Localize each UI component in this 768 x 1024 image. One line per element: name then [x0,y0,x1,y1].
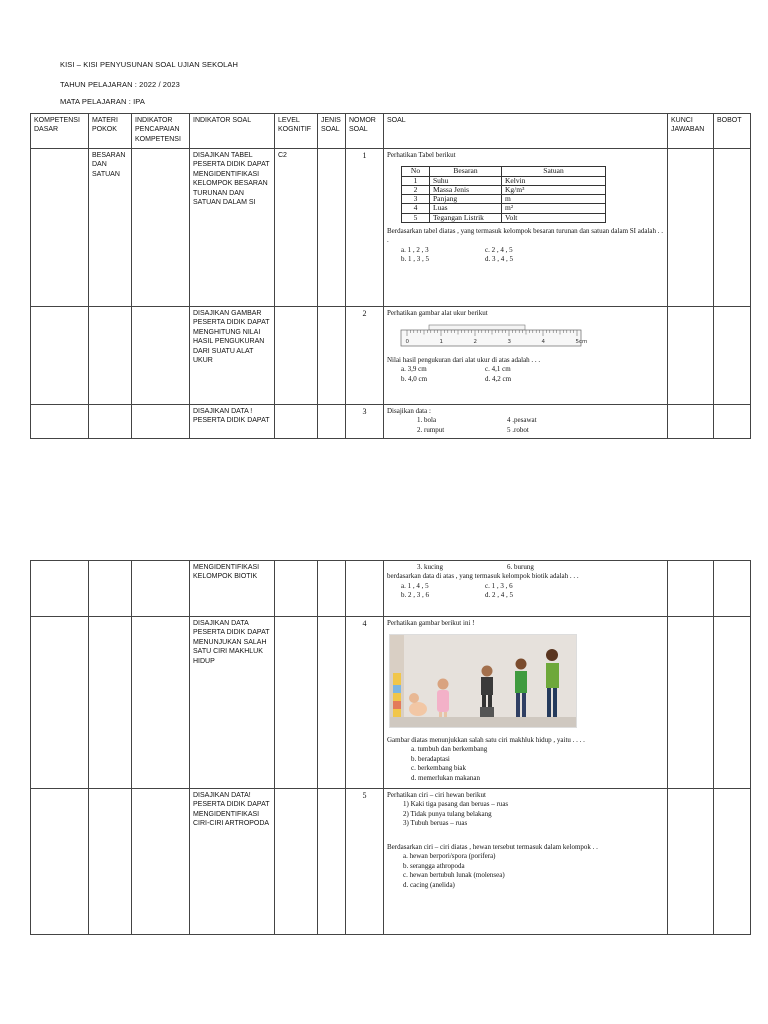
trait-item: 2) Tidak punya tulang belakang [403,809,492,818]
answer-options [401,246,664,265]
ruler-label: 0 [405,339,409,346]
table-row [31,405,751,439]
soal-cell [384,561,668,617]
option-c: c. hewan bertubuh lunak (molensea) [403,871,505,880]
data-list [417,563,664,572]
ruler-image [399,324,588,348]
soal-question: Nilai hasil pengukuran dari alat ukur di atas adalah . . . [387,355,541,364]
doc-year: TAHUN PELAJARAN : 2022 / 2023 [60,80,180,89]
level-kognitif: C2 [275,149,318,307]
besaran-unit: m² [502,204,606,213]
option-a: a. 3,9 cm [401,365,427,374]
indikator-soal: DISAJIKAN GAMBAR PESERTA DIDIK DAPAT MENGHITUNG NILAI HASIL PENGUKURAN DARI SUATU ALAT UKUR [190,307,275,405]
option-b: b. 1 , 3 , 5 [401,255,429,264]
besaran-unit: Volt [502,213,606,222]
data-item: 2. rumput [417,425,445,434]
doc-subject: MATA PELAJARAN : IPA [60,97,145,106]
ruler-label: 3 [507,339,511,346]
ruler-label: 2 [473,339,477,346]
answer-options [401,582,664,601]
growth-stages-image [389,634,577,728]
ruler-label: 4 [541,339,545,346]
option-d: d. memerlukan makanan [411,773,481,782]
soal-intro: Perhatikan gambar alat ukur berikut [387,309,488,317]
col-kompetensi-dasar: KOMPETENSI DASAR [31,114,89,149]
doc-title: KISI – KISI PENYUSUNAN SOAL UJIAN SEKOLAH [60,60,239,69]
data-item: 5 .robot [507,425,529,434]
option-c: c. berkembang biak [411,764,467,773]
option-b: b. serangga athropoda [403,861,465,870]
soal-intro: Perhatikan Tabel berikut [387,151,456,159]
answer-options [387,745,664,783]
data-item: 3. kucing [417,563,444,571]
option-b: b. 2 , 3 , 6 [401,591,429,600]
ruler-label: 5 [575,339,579,346]
soal-cell [384,307,668,405]
indikator-soal: MENGIDENTIFIKASI KELOMPOK BIOTIK [190,561,275,617]
besaran-name: Panjang [430,195,502,204]
nomor-soal: 3 [346,405,384,439]
besaran-unit: Kg/m³ [502,185,606,194]
besaran-name: Luas [430,204,502,213]
option-d: d. cacing (anelida) [403,880,455,889]
soal-cell [384,789,668,935]
table-row [31,149,751,307]
option-c: c. 1 , 3 , 6 [485,581,513,590]
table-row [31,789,751,935]
table-row [31,307,751,405]
soal-cell [384,405,668,439]
option-c: c. 4,1 cm [485,365,511,374]
trait-item: 1) Kaki tiga pasang dan beruas – ruas [403,800,509,809]
nomor-soal: 1 [346,149,384,307]
materi-pokok: BESARAN DAN SATUAN [89,149,132,307]
besaran-unit: Kelvin [502,176,606,185]
soal-cell [384,149,668,307]
trait-item: 3) Tubuh beruas – ruas [403,819,468,828]
option-d: d. 3 , 4 , 5 [485,255,513,264]
col-materi-pokok: MATERI POKOK [89,114,132,149]
ruler-unit: cm [579,339,588,346]
besaran-no: 2 [402,185,430,194]
data-list [417,416,664,435]
besaran-head-no: No [402,167,430,176]
table-row [31,617,751,789]
col-indikator-soal: INDIKATOR SOAL [190,114,275,149]
indikator-soal: DISAJIKAN TABEL PESERTA DIDIK DAPAT MENGIDENTIFIKASI KELOMPOK BESARAN TURUNAN DAN SATUAN DALAM SI [190,149,275,307]
col-nomor-soal: NOMOR SOAL [346,114,384,149]
besaran-no: 5 [402,213,430,222]
table-header-row [31,114,751,149]
soal-intro: Perhatikan ciri – ciri hewan berikut [387,791,486,799]
option-a: a. tumbuh dan berkembang [411,745,488,754]
col-level-kognitif: LEVEL KOGNITIF [275,114,318,149]
option-a: a. 1 , 2 , 3 [401,245,429,254]
kisi-table-2 [30,560,751,935]
besaran-unit: m [502,195,606,204]
soal-question: Berdasarkan ciri – ciri diatas , hewan tersebut termasuk dalam kelompok . . [387,842,598,851]
answer-options [401,365,664,384]
data-item: 1. bola [417,416,437,425]
besaran-no: 1 [402,176,430,185]
indikator-soal: DISAJIKAN DATA ! PESERTA DIDIK DAPAT [190,405,275,439]
option-b: b. 4,0 cm [401,374,428,383]
data-item: 4 .pesawat [507,416,537,425]
soal-question: Berdasarkan tabel diatas , yang termasuk kelompok besaran turunan dan satuan dalam SI adalah . . . [387,226,664,245]
soal-question: berdasarkan data di atas , yang termasuk kelompok biotik adalah . . . [387,572,579,581]
option-a: a. hewan berpori/spora (porifera) [403,852,496,861]
option-c: c. 2 , 4 , 5 [485,245,513,254]
soal-intro: Perhatikan gambar berikut ini ! [387,619,475,627]
col-jenis-soal: JENIS SOAL [318,114,346,149]
besaran-name: Suhu [430,176,502,185]
data-item: 6. burung [507,563,534,571]
besaran-name: Tegangan Listrik [430,213,502,222]
ruler-label: 1 [439,339,443,346]
soal-intro: Disajikan data : [387,407,431,415]
besaran-no: 3 [402,195,430,204]
nomor-soal: 4 [346,617,384,789]
kisi-table-1 [30,113,751,439]
besaran-name: Massa Jenis [430,185,502,194]
besaran-head-satuan: Satuan [502,167,606,176]
nomor-soal: 2 [346,307,384,405]
besaran-no: 4 [402,204,430,213]
besaran-head-besaran: Besaran [430,167,502,176]
col-soal: SOAL [384,114,668,149]
soal-question: Gambar diatas menunjukkan salah satu ciri makhluk hidup , yaitu . . . . [387,735,585,744]
indikator-soal: DISAJIKAN DATA PESERTA DIDIK DAPAT MENUNJUKAN SALAH SATU CIRI MAKHLUK HIDUP [190,617,275,789]
option-d: d. 2 , 4 , 5 [485,591,513,600]
soal-cell [384,617,668,789]
nomor-soal: 5 [346,789,384,935]
option-b: b. beradaptasi [411,754,450,763]
indikator-soal: DISAJIKAN DATA! PESERTA DIDIK DAPAT MENGIDENTIFIKASI CIRI-CIRI ARTROPODA [190,789,275,935]
col-kunci-jawaban: KUNCI JAWABAN [668,114,714,149]
option-d: d. 4,2 cm [485,374,512,383]
col-indikator-pencapaian: INDIKATOR PENCAPAIAN KOMPETENSI [132,114,190,149]
option-a: a. 1 , 4 , 5 [401,581,429,590]
table-row [31,561,751,617]
col-bobot: BOBOT [714,114,751,149]
besaran-table [401,166,606,223]
